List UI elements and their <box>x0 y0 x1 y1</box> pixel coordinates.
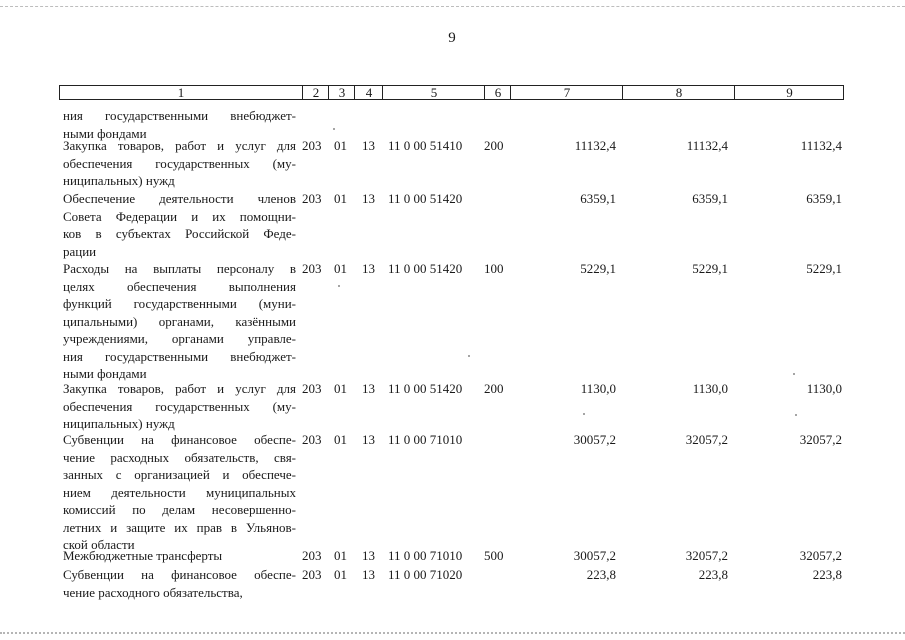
cell-c2: 203 <box>302 567 322 582</box>
cell-c8: 32057,2 <box>685 432 728 447</box>
cell-c3: 01 <box>334 432 347 447</box>
cell-c5: 11 0 00 51420 <box>388 261 463 276</box>
description-line: ниципальных) нужд <box>63 173 175 188</box>
cell-c6: 500 <box>484 548 504 563</box>
cell-c2: 203 <box>302 548 322 563</box>
cell-c4: 13 <box>362 138 375 153</box>
description-line: обеспечения государственных (му- <box>63 155 296 171</box>
cell-c9: 32057,2 <box>799 548 842 563</box>
cell-c9: 6359,1 <box>806 191 842 206</box>
scan-speck <box>795 414 797 416</box>
row-description <box>63 431 296 554</box>
description-line: чение расходного обязательства, <box>63 584 243 600</box>
cell-c4: 13 <box>362 191 375 206</box>
description-line: обеспечения государственных (му- <box>63 398 296 414</box>
description-line: Субвенции на финансовое обеспе- <box>63 567 296 582</box>
description-line: комиссий по делам несовершенно- <box>63 502 296 517</box>
cell-c7: 5229,1 <box>580 261 616 276</box>
cell-c5: 11 0 00 51420 <box>388 191 463 206</box>
description-line: учреждениями, органами управле- <box>63 331 296 346</box>
cell-c4: 13 <box>362 567 375 582</box>
cell-c4: 13 <box>362 548 375 563</box>
cell-c3: 01 <box>334 381 347 396</box>
cell-c5: 11 0 00 51410 <box>388 138 463 153</box>
row-description <box>63 137 296 190</box>
description-line: занных с организацией и обеспече- <box>63 467 296 482</box>
cell-c3: 01 <box>334 191 347 206</box>
page-number: 9 <box>448 30 456 46</box>
cell-c6: 200 <box>484 381 504 396</box>
column-header-6: 6 <box>484 86 511 99</box>
cell-c5: 11 0 00 71010 <box>388 432 463 447</box>
description-line: целях обеспечения выполнения <box>63 278 296 294</box>
scan-speck <box>468 355 470 357</box>
description-line: ниципальных) нужд <box>63 416 175 431</box>
description-line: ными фондами <box>63 125 147 141</box>
description-line: рации <box>63 243 97 259</box>
cell-c2: 203 <box>302 381 322 396</box>
cell-c9: 5229,1 <box>806 261 842 276</box>
scan-speck <box>583 413 585 415</box>
description-line: ков в субъектах Российской Феде- <box>63 226 296 241</box>
description-line: ской области <box>63 537 135 552</box>
cell-c8: 32057,2 <box>685 548 728 563</box>
cell-c8: 223,8 <box>698 567 728 582</box>
scan-speck <box>793 373 795 375</box>
description-line: чение расходных обязательств, свя- <box>63 449 296 465</box>
cell-c5: 11 0 00 71010 <box>388 548 463 563</box>
cell-c6: 100 <box>484 261 504 276</box>
description-line: ния государственными внебюджет- <box>63 108 296 123</box>
cell-c6: 200 <box>484 138 504 153</box>
cell-c2: 203 <box>302 261 322 276</box>
cell-c7: 6359,1 <box>580 191 616 206</box>
cell-c4: 13 <box>362 432 375 447</box>
cell-c3: 01 <box>334 138 347 153</box>
row-description <box>63 547 296 565</box>
row-description <box>63 260 296 383</box>
cell-c4: 13 <box>362 261 375 276</box>
description-line: Закупка товаров, работ и услуг для <box>63 138 296 153</box>
column-header-8: 8 <box>622 86 735 99</box>
cell-c4: 13 <box>362 381 375 396</box>
cell-c3: 01 <box>334 261 347 276</box>
cell-c5: 11 0 00 71020 <box>388 567 463 582</box>
description-line: Расходы на выплаты персоналу в <box>63 261 296 276</box>
description-line: Межбюджетные трансферты <box>63 548 223 563</box>
column-header-5: 5 <box>382 86 485 99</box>
description-line: функций государственными (муни- <box>63 296 296 311</box>
column-header-9: 9 <box>734 86 844 99</box>
cell-c7: 30057,2 <box>573 432 616 447</box>
cell-c8: 11132,4 <box>686 138 728 153</box>
cell-c7: 223,8 <box>586 567 616 582</box>
description-line: ципальными) органами, казёнными <box>63 313 296 329</box>
scan-speck <box>333 128 335 130</box>
cell-c8: 5229,1 <box>692 261 728 276</box>
row-description <box>63 566 296 601</box>
cell-c9: 32057,2 <box>799 432 842 447</box>
column-header-7: 7 <box>510 86 623 99</box>
cell-c2: 203 <box>302 191 322 206</box>
row-description <box>63 380 296 433</box>
row-description <box>63 190 296 260</box>
cell-c8: 6359,1 <box>692 191 728 206</box>
cell-c2: 203 <box>302 432 322 447</box>
cell-c7: 11132,4 <box>574 138 616 153</box>
description-line: ными фондами <box>63 366 147 381</box>
column-header-4: 4 <box>354 86 383 99</box>
description-line: Обеспечение деятельности членов <box>63 191 296 206</box>
description-line: ния государственными внебюджет- <box>63 348 296 364</box>
cell-c9: 223,8 <box>812 567 842 582</box>
column-header-2: 2 <box>302 86 329 99</box>
cell-c3: 01 <box>334 567 347 582</box>
column-header-3: 3 <box>328 86 355 99</box>
cell-c8: 1130,0 <box>692 381 728 396</box>
cell-c7: 1130,0 <box>580 381 616 396</box>
description-line: Совета Федерации и их помощни- <box>63 208 296 224</box>
cell-c9: 1130,0 <box>806 381 842 396</box>
description-line: Субвенции на финансовое обеспе- <box>63 432 296 447</box>
scan-speck <box>338 285 340 287</box>
cell-c7: 30057,2 <box>573 548 616 563</box>
description-line: летних и защите их прав в Ульянов- <box>63 519 296 535</box>
description-line: Закупка товаров, работ и услуг для <box>63 381 296 396</box>
cell-c3: 01 <box>334 548 347 563</box>
cell-c5: 11 0 00 51420 <box>388 381 463 396</box>
cell-c9: 11132,4 <box>800 138 842 153</box>
column-header-1: 1 <box>177 85 185 100</box>
description-line: нием деятельности муниципальных <box>63 484 296 500</box>
cell-c2: 203 <box>302 138 322 153</box>
